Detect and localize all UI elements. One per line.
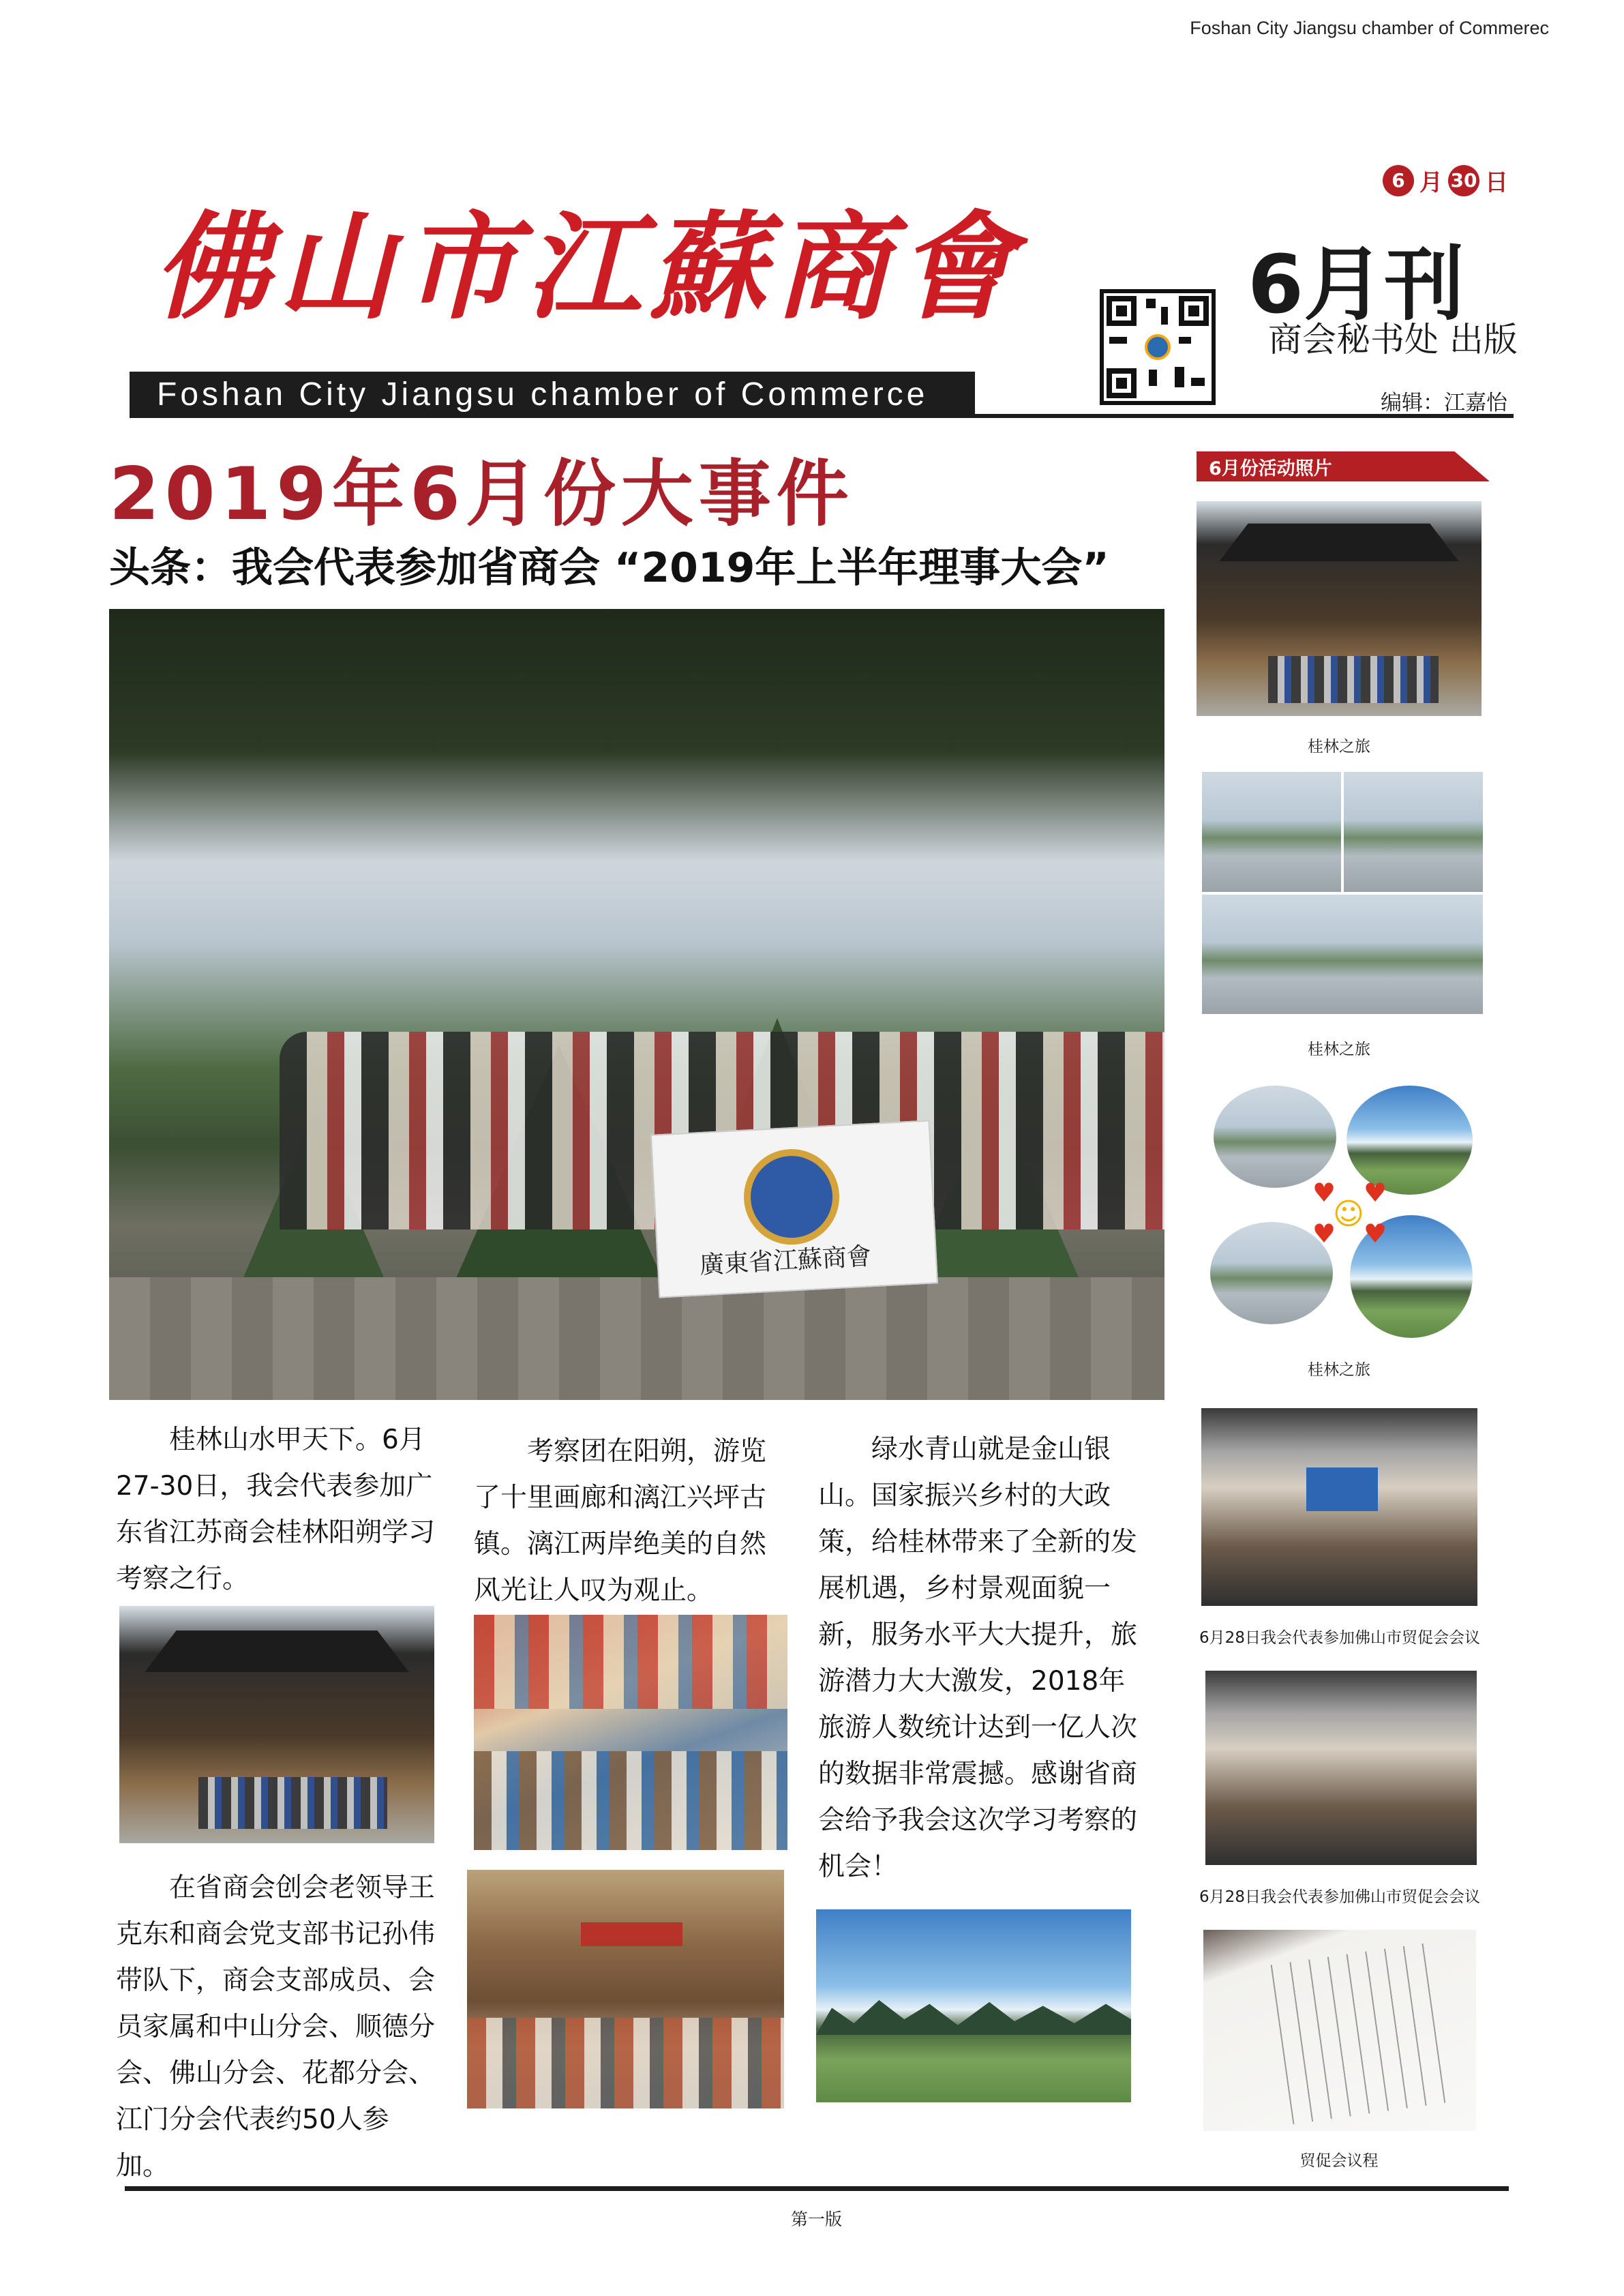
article-column-1b <box>116 1865 436 2190</box>
issue-title: 6月刊 <box>1248 237 1465 331</box>
paragraph: 桂林山水甲天下。6月27-30日，我会代表参加广东省江苏商会桂林阳朔学习考察之行。 <box>116 1425 436 1594</box>
smiley-icon: ☺ <box>1333 1197 1364 1232</box>
sidebar-caption: 6月28日我会代表参加佛山市贸促会会议 <box>1199 1629 1480 1647</box>
date-month-unit: 月 <box>1419 169 1443 196</box>
heart-icon: ♥ <box>1364 1219 1387 1249</box>
group-photo-guilin <box>109 609 1164 1400</box>
article-column-3 <box>818 1427 1139 1890</box>
pavilion-group-photo <box>119 1606 434 1843</box>
paragraph: 绿水青山就是金山银山。国家振兴乡村的大政策，给桂林带来了全新的发展机遇，乡村景观面貌一新，服务水平大大提升，旅游潜力大大激发，2018年旅游人数统计达到一亿人次的数据非常震撼。感谢省商会给予我会这次学习考察的机会！ <box>818 1434 1138 1882</box>
sidebar-caption: 桂林之旅 <box>1308 738 1370 756</box>
header-english-caption: Foshan City Jiangsu chamber of Commerec <box>1190 18 1549 38</box>
paragraph: 在省商会创会老领导王克东和商会党支部书记孙伟带队下，商会支部成员、会员家属和中山分会、顺德分会、佛山分会、花都分会、江门分会代表约50人参加。 <box>116 1873 436 2181</box>
date-day: 30 <box>1448 165 1479 196</box>
karst-landscape-photo <box>816 1909 1131 2102</box>
banner-text: 廣東省江蘇商會 <box>699 1242 872 1280</box>
sidebar-header <box>1197 451 1490 481</box>
chamber-seal-icon <box>741 1147 841 1247</box>
sidebar-title: 6月份活动照片 <box>1209 458 1332 479</box>
heart-icon: ♥ <box>1364 1178 1387 1208</box>
sidebar-photo-meeting-room <box>1205 1671 1477 1865</box>
restaurant-storefront-collage <box>467 1870 784 2108</box>
chamber-logo-calligraphy: 佛山市江蘇商會 <box>153 199 1023 336</box>
date-day-unit: 日 <box>1485 169 1508 196</box>
article-column-1a <box>116 1417 436 1602</box>
paragraph: 考察团在阳朔，游览了十里画廊和漓江兴坪古镇。漓江两岸绝美的自然风光让人叹为观止。 <box>474 1436 767 1606</box>
sidebar-caption: 6月28日我会代表参加佛山市贸促会会议 <box>1199 1888 1480 1906</box>
qr-code-icon <box>1100 289 1216 405</box>
page-number: 第一版 <box>791 2209 843 2229</box>
sidebar-photo-pavilion <box>1197 501 1482 716</box>
heart-icon: ♥ <box>1312 1219 1336 1249</box>
editor-line: 编辑：江嘉怡 <box>1381 391 1507 415</box>
chamber-banner <box>650 1120 938 1298</box>
dining-photo-collage <box>474 1615 787 1850</box>
sidebar-photo-collage-heart <box>1210 1086 1479 1345</box>
sidebar-caption: 桂林之旅 <box>1308 1041 1370 1058</box>
publisher-line: 商会秘书处 出版 <box>1268 320 1518 359</box>
sidebar-caption: 贸促会议程 <box>1299 2152 1379 2170</box>
issue-date <box>1383 164 1508 197</box>
sidebar-photo-agenda-document <box>1203 1930 1476 2131</box>
heart-icon: ♥ <box>1312 1178 1336 1208</box>
page-headline: 2019年6月份大事件 <box>109 452 854 536</box>
footer-divider <box>125 2186 1509 2191</box>
sidebar-caption: 桂林之旅 <box>1308 1361 1370 1379</box>
date-month: 6 <box>1383 165 1414 196</box>
english-name-bar: Foshan City Jiangsu chamber of Commerce <box>130 372 975 418</box>
sidebar-photo-meeting-hall <box>1201 1408 1477 1606</box>
sidebar-photo-collage-river <box>1202 772 1483 1014</box>
lead-story-subhead: 头条：我会代表参加省商会 “2019年上半年理事大会” <box>109 544 1109 592</box>
article-column-2 <box>474 1429 787 1614</box>
